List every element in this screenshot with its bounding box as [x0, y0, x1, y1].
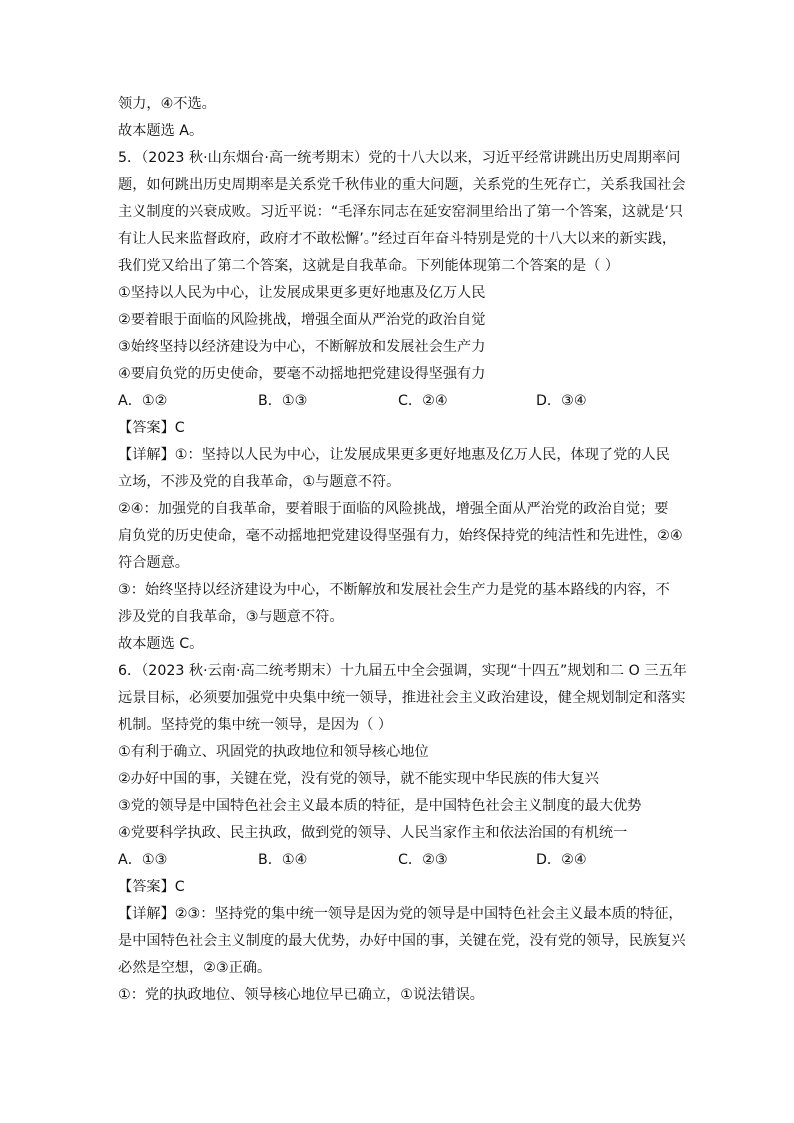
explanation-line: 肩负党的历史使命，毫不动摇地把党建设得坚强有力，始终保持党的纯洁性和先进性，②④	[118, 528, 683, 544]
explanation-line: ①：党的执政地位、领导核心地位早已确立，①说法错误。	[118, 987, 484, 1003]
explanation-line: 立场，不涉及党的自我革命，①与题意不符。	[118, 474, 401, 490]
statement-item: ③始终坚持以经济建设为中心，不断解放和发展社会生产力	[118, 339, 486, 355]
conclusion-line: 故本题选 C。	[118, 636, 204, 652]
option-d: D．③④	[536, 393, 587, 409]
option-a: A．①②	[118, 393, 168, 409]
option-c: C．②④	[398, 393, 448, 409]
answer-label: 【答案】C	[118, 879, 185, 895]
question-5-options	[118, 391, 678, 411]
text-line: 领力，④不选。	[118, 96, 216, 112]
statement-item: ③党的领导是中国特色社会主义最本质的特征，是中国特色社会主义制度的最大优势	[118, 798, 642, 814]
text-line: 故本题选 A。	[118, 123, 204, 139]
question-6-stem: 机制。坚持党的集中统一领导，是因为（ ）	[118, 717, 393, 733]
statement-item: ①有利于确立、巩固党的执政地位和领导核心地位	[118, 744, 429, 760]
explanation-line: 必然是空想，②③正确。	[118, 960, 272, 976]
statement-item: ①坚持以人民为中心，让发展成果更多更好地惠及亿万人民	[118, 285, 486, 301]
question-5-stem: 题，如何跳出历史周期率是关系党千秋伟业的重大问题，关系党的生死存亡，关系我国社会	[118, 177, 686, 193]
question-6-stem: 远景目标，必须要加强党中央集中统一领导，推进社会主义政治建设，健全规划制定和落实	[118, 690, 686, 706]
question-6-options	[118, 850, 678, 870]
explanation-line: 涉及党的自我革命，③与题意不符。	[118, 609, 344, 625]
statement-item: ②要着眼于面临的风险挑战，增强全面从严治党的政治自觉	[118, 312, 486, 328]
answer-label: 【答案】C	[118, 420, 185, 436]
question-5-stem: 我们党又给出了第二个答案，这就是自我革命。下列能体现第二个答案的是（ ）	[118, 258, 620, 274]
option-c: C．②③	[398, 852, 448, 868]
explanation-line: ②④：加强党的自我革命，要着眼于面临的风险挑战，增强全面从严治党的政治自觉；要	[118, 501, 669, 517]
explanation-line: ③：始终坚持以经济建设为中心，不断解放和发展社会生产力是党的基本路线的内容，不	[118, 582, 670, 598]
explanation-line: 符合题意。	[118, 555, 189, 571]
explanation-line: 【详解】②③：坚持党的集中统一领导是因为党的领导是中国特色社会主义最本质的特征，	[118, 906, 683, 922]
option-a: A．①③	[118, 852, 168, 868]
statement-item: ④党要科学执政、民主执政，做到党的领导、人民当家作主和依法治国的有机统一	[118, 825, 628, 841]
option-d: D．②④	[536, 852, 587, 868]
option-b: B．①④	[258, 852, 308, 868]
question-5-stem: 5．（2023 秋·山东烟台·高一统考期末）党的十八大以来，习近平经常讲跳出历史周期率问	[118, 150, 681, 166]
question-6-stem: 6．（2023 秋·云南·高二统考期末）十九届五中全会强调，实现“十四五”规划和二 O 三五年	[118, 663, 687, 679]
option-b: B．①③	[258, 393, 308, 409]
explanation-line: 是中国特色社会主义制度的最大优势，办好中国的事，关键在党，没有党的领导，民族复兴	[118, 933, 686, 949]
explanation-line: 【详解】①：坚持以人民为中心，让发展成果更多更好地惠及亿万人民，体现了党的人民	[118, 447, 670, 463]
question-5-stem: 有让人民来监督政府，政府才不敢松懈’。”经过百年奋斗特别是党的十八大以来的新实践，	[118, 231, 677, 247]
statement-item: ④要肩负党的历史使命，要毫不动摇地把党建设得坚强有力	[118, 366, 486, 382]
question-5-stem: 主义制度的兴衰成败。习近平说：“毛泽东同志在延安窑洞里给出了第一个答案，这就是‘只	[118, 204, 684, 220]
statement-item: ②办好中国的事，关键在党，没有党的领导，就不能实现中华民族的伟大复兴	[118, 771, 599, 787]
